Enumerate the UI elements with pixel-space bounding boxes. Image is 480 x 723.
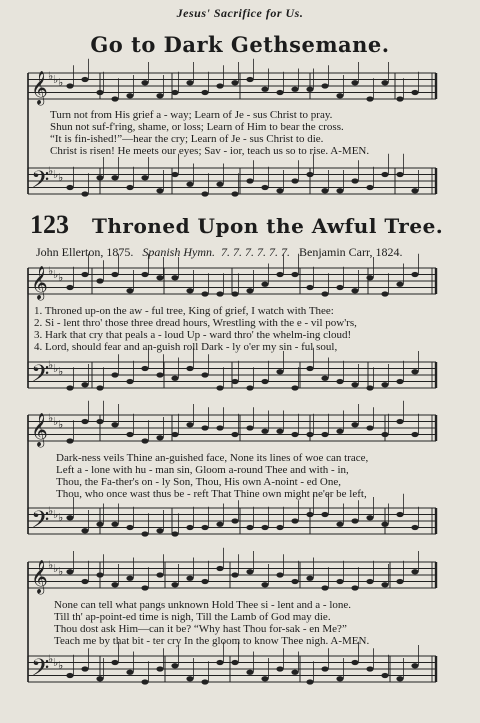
note-head <box>186 576 193 581</box>
flat-sign: ♭ <box>53 561 59 575</box>
note-head <box>171 90 178 95</box>
flat-sign: ♭ <box>58 511 64 524</box>
lyric-line: Teach me by that bit - ter cry In the gloom to know Thee nigh. A-MEN. <box>54 635 370 647</box>
note-head <box>96 419 103 424</box>
hymn-number: 123 <box>30 210 69 239</box>
note-head <box>336 676 343 681</box>
note-head <box>81 419 88 424</box>
note-head <box>156 666 163 671</box>
note-head <box>396 579 403 584</box>
note-head <box>186 366 193 371</box>
note-head <box>66 515 73 520</box>
flat-sign: ♭ <box>53 72 59 86</box>
note-head <box>381 172 388 177</box>
note-head <box>261 525 268 530</box>
note-head <box>141 366 148 371</box>
note-head <box>411 569 418 574</box>
flat-sign: ♭ <box>58 418 64 431</box>
note-head <box>81 382 88 387</box>
note-head <box>126 379 133 384</box>
note-head <box>111 422 118 427</box>
note-head <box>111 660 118 665</box>
note-head <box>141 175 148 180</box>
flat-sign: ♭ <box>48 652 54 666</box>
note-head <box>306 172 313 177</box>
note-head <box>321 188 328 193</box>
note-head <box>381 80 388 85</box>
flat-sign: ♭ <box>48 504 54 518</box>
note-head <box>66 673 73 678</box>
note-head <box>306 576 313 581</box>
author: John Ellerton, 1875. <box>36 245 134 259</box>
note-head <box>66 385 73 390</box>
note-head <box>141 438 148 443</box>
note-head <box>246 670 253 675</box>
note-head <box>306 432 313 437</box>
flat-sign: ♭ <box>48 411 54 425</box>
note-head <box>186 288 193 293</box>
note-head <box>156 275 163 280</box>
note-head <box>201 425 208 430</box>
flat-sign: ♭ <box>48 164 54 178</box>
note-head <box>111 175 118 180</box>
note-head <box>306 512 313 517</box>
note-head <box>261 282 268 287</box>
note-head <box>306 679 313 684</box>
note-head <box>231 379 238 384</box>
treble-clef: 𝄞 <box>31 70 48 104</box>
note-head <box>216 566 223 571</box>
note-head <box>336 188 343 193</box>
lyric-line: Thou, the Fa-ther's on - ly Son, Thou, His own A-noint - ed One, <box>56 476 342 488</box>
note-head <box>321 291 328 296</box>
note-head <box>396 676 403 681</box>
note-head <box>276 429 283 434</box>
note-head <box>171 663 178 668</box>
flat-sign: ♭ <box>58 365 64 378</box>
note-head <box>366 666 373 671</box>
note-head <box>201 579 208 584</box>
note-head <box>306 285 313 290</box>
meter: 7. 7. 7. 7. 7. 7. <box>221 245 290 259</box>
note-head <box>216 522 223 527</box>
note-head <box>336 379 343 384</box>
note-head <box>396 282 403 287</box>
note-head <box>291 385 298 390</box>
note-head <box>96 522 103 527</box>
note-head <box>351 288 358 293</box>
note-head <box>291 87 298 92</box>
note-head <box>411 663 418 668</box>
treble-clef: 𝄞 <box>31 559 48 593</box>
note-head <box>366 185 373 190</box>
bass-clef: 𝄢 <box>31 359 50 393</box>
bass-clef: 𝄢 <box>31 165 50 199</box>
note-head <box>411 90 418 95</box>
note-head <box>201 679 208 684</box>
note-head <box>276 525 283 530</box>
treble-clef: 𝄞 <box>31 265 48 299</box>
note-head <box>96 676 103 681</box>
lyric-line: Thou dost ask Him—can it be? “Why hast Thou for-sak - en Me?” <box>54 623 347 635</box>
tune-name: Spanish Hymn. <box>142 245 215 259</box>
note-head <box>366 515 373 520</box>
note-head <box>411 369 418 374</box>
note-head <box>66 438 73 443</box>
note-head <box>171 531 178 536</box>
note-head <box>351 585 358 590</box>
hymn-title: Throned Upon the Awful Tree. <box>92 214 444 238</box>
note-head <box>396 419 403 424</box>
note-head <box>246 77 253 82</box>
note-head <box>126 93 133 98</box>
note-head <box>261 379 268 384</box>
note-head <box>186 182 193 187</box>
note-head <box>321 585 328 590</box>
note-head <box>111 96 118 101</box>
note-head <box>336 522 343 527</box>
note-head <box>261 676 268 681</box>
note-head <box>126 525 133 530</box>
flat-sign: ♭ <box>58 659 64 672</box>
note-head <box>66 83 73 88</box>
note-head <box>186 525 193 530</box>
note-head <box>276 666 283 671</box>
note-head <box>351 518 358 523</box>
lyric-line: Left a - lone with hu - man sin, Gloom a-round Thee and with - in, <box>56 464 349 476</box>
note-head <box>156 188 163 193</box>
note-head <box>81 579 88 584</box>
note-head <box>381 673 388 678</box>
note-head <box>276 272 283 277</box>
note-head <box>81 666 88 671</box>
flat-sign: ♭ <box>48 558 54 572</box>
note-head <box>66 285 73 290</box>
flat-sign: ♭ <box>53 267 59 281</box>
note-head <box>291 579 298 584</box>
lyric-line: Thou, who once wast thus be - reft That Thine own might ne'er be left, <box>56 488 367 500</box>
note-head <box>351 660 358 665</box>
note-head <box>306 366 313 371</box>
flat-sign: ♭ <box>53 507 59 521</box>
note-head <box>396 172 403 177</box>
note-head <box>411 432 418 437</box>
note-head <box>381 582 388 587</box>
note-head <box>276 369 283 374</box>
flat-sign: ♭ <box>58 271 64 284</box>
note-head <box>291 178 298 183</box>
note-head <box>351 422 358 427</box>
note-head <box>141 80 148 85</box>
note-head <box>336 429 343 434</box>
note-head <box>171 432 178 437</box>
note-head <box>81 528 88 533</box>
note-head <box>366 425 373 430</box>
note-head <box>201 525 208 530</box>
flat-sign: ♭ <box>53 414 59 428</box>
note-head <box>366 385 373 390</box>
note-head <box>66 569 73 574</box>
note-head <box>186 80 193 85</box>
note-head <box>291 432 298 437</box>
lyric-line: 2. Si - lent thro' those three dread hours, Wrestling with the e - vil pow'rs, <box>34 317 357 329</box>
note-head <box>261 87 268 92</box>
note-head <box>171 582 178 587</box>
note-head <box>231 572 238 577</box>
note-head <box>96 385 103 390</box>
flat-sign: ♭ <box>48 69 54 83</box>
note-head <box>141 679 148 684</box>
treble-clef: 𝄞 <box>31 412 48 446</box>
note-head <box>126 576 133 581</box>
section-heading: Jesus' Sacrifice for Us. <box>176 6 304 20</box>
previous-hymn-title: Go to Dark Gethsemane. <box>90 32 390 57</box>
note-head <box>231 432 238 437</box>
note-head <box>396 96 403 101</box>
lyric-line: Dark-ness veils Thine an-guished face, None its lines of woe can trace, <box>56 452 369 464</box>
note-head <box>231 80 238 85</box>
note-head <box>96 278 103 283</box>
note-head <box>381 522 388 527</box>
note-head <box>411 272 418 277</box>
note-head <box>156 372 163 377</box>
note-head <box>216 83 223 88</box>
flat-sign: ♭ <box>58 171 64 184</box>
flat-sign: ♭ <box>48 358 54 372</box>
note-head <box>306 87 313 92</box>
note-head <box>336 93 343 98</box>
note-head <box>231 518 238 523</box>
note-head <box>216 182 223 187</box>
note-head <box>276 188 283 193</box>
note-head <box>126 670 133 675</box>
note-head <box>366 96 373 101</box>
note-head <box>381 291 388 296</box>
flat-sign: ♭ <box>53 655 59 669</box>
note-head <box>396 379 403 384</box>
flat-sign: ♭ <box>53 167 59 181</box>
note-head <box>201 372 208 377</box>
note-head <box>96 175 103 180</box>
lyric-line: Turn not from His grief a - way; Learn of Je - sus Christ to pray. <box>50 109 333 121</box>
note-head <box>216 291 223 296</box>
composer: Benjamin Carr, 1824. <box>299 245 403 259</box>
note-head <box>261 429 268 434</box>
note-head <box>246 288 253 293</box>
note-head <box>321 376 328 381</box>
note-head <box>141 272 148 277</box>
note-head <box>276 572 283 577</box>
note-head <box>111 582 118 587</box>
lyric-line: Shun not suf-f'ring, shame, or loss; Learn of Him to bear the cross. <box>50 121 344 133</box>
lyric-line: 4. Lord, should fear and an-guish roll Dark - ly o'er my sin - ful soul, <box>34 341 338 353</box>
note-head <box>201 291 208 296</box>
lyric-line: Christ is risen! He meets our eyes; Sav - ior, teach us so to rise. A-MEN. <box>50 145 370 157</box>
note-head <box>246 178 253 183</box>
note-head <box>291 518 298 523</box>
note-head <box>351 178 358 183</box>
note-head <box>231 291 238 296</box>
note-head <box>156 572 163 577</box>
note-head <box>291 272 298 277</box>
lyric-line: None can tell what pangs unknown Hold Thee si - lent and a - lone. <box>54 599 352 611</box>
note-head <box>111 272 118 277</box>
note-head <box>111 372 118 377</box>
note-head <box>171 172 178 177</box>
note-head <box>96 572 103 577</box>
note-head <box>246 425 253 430</box>
lyric-line: “It is fin-ished!”—hear the cry; Learn of Je - sus Christ to die. <box>50 133 324 145</box>
note-head <box>321 83 328 88</box>
bass-clef: 𝄢 <box>31 653 50 687</box>
note-head <box>156 93 163 98</box>
note-head <box>351 80 358 85</box>
note-head <box>381 432 388 437</box>
flat-sign: ♭ <box>58 565 64 578</box>
lyric-line: 3. Hark that cry that peals a - loud Up - ward thro' the whelm-ing cloud! <box>34 329 352 341</box>
note-head <box>126 432 133 437</box>
note-head <box>141 531 148 536</box>
note-head <box>171 376 178 381</box>
lyric-line: 1. Throned up-on the aw - ful tree, King of grief, I watch with Thee: <box>34 305 334 317</box>
note-head <box>321 432 328 437</box>
note-head <box>126 185 133 190</box>
bass-clef: 𝄢 <box>31 505 50 539</box>
note-head <box>201 90 208 95</box>
note-head <box>411 188 418 193</box>
note-head <box>126 288 133 293</box>
note-head <box>156 435 163 440</box>
note-head <box>246 385 253 390</box>
note-head <box>291 670 298 675</box>
note-head <box>276 90 283 95</box>
note-head <box>411 525 418 530</box>
note-head <box>396 512 403 517</box>
note-head <box>261 582 268 587</box>
note-head <box>321 512 328 517</box>
note-head <box>216 425 223 430</box>
note-head <box>336 285 343 290</box>
note-head <box>171 275 178 280</box>
note-head <box>96 90 103 95</box>
note-head <box>81 191 88 196</box>
note-head <box>246 569 253 574</box>
note-head <box>336 579 343 584</box>
note-head <box>186 422 193 427</box>
note-head <box>261 185 268 190</box>
lyric-line: Till th' ap-point-ed time is nigh, Till the Lamb of God may die. <box>54 611 331 623</box>
note-head <box>186 676 193 681</box>
note-head <box>81 272 88 277</box>
note-head <box>231 191 238 196</box>
note-head <box>231 660 238 665</box>
note-head <box>216 660 223 665</box>
note-head <box>381 382 388 387</box>
note-head <box>321 666 328 671</box>
note-head <box>351 382 358 387</box>
note-head <box>156 528 163 533</box>
note-head <box>141 585 148 590</box>
note-head <box>216 385 223 390</box>
note-head <box>366 275 373 280</box>
note-head <box>366 579 373 584</box>
note-head <box>111 522 118 527</box>
flat-sign: ♭ <box>58 76 64 89</box>
note-head <box>66 185 73 190</box>
note-head <box>201 191 208 196</box>
flat-sign: ♭ <box>53 361 59 375</box>
note-head <box>246 525 253 530</box>
flat-sign: ♭ <box>48 264 54 278</box>
note-head <box>81 77 88 82</box>
